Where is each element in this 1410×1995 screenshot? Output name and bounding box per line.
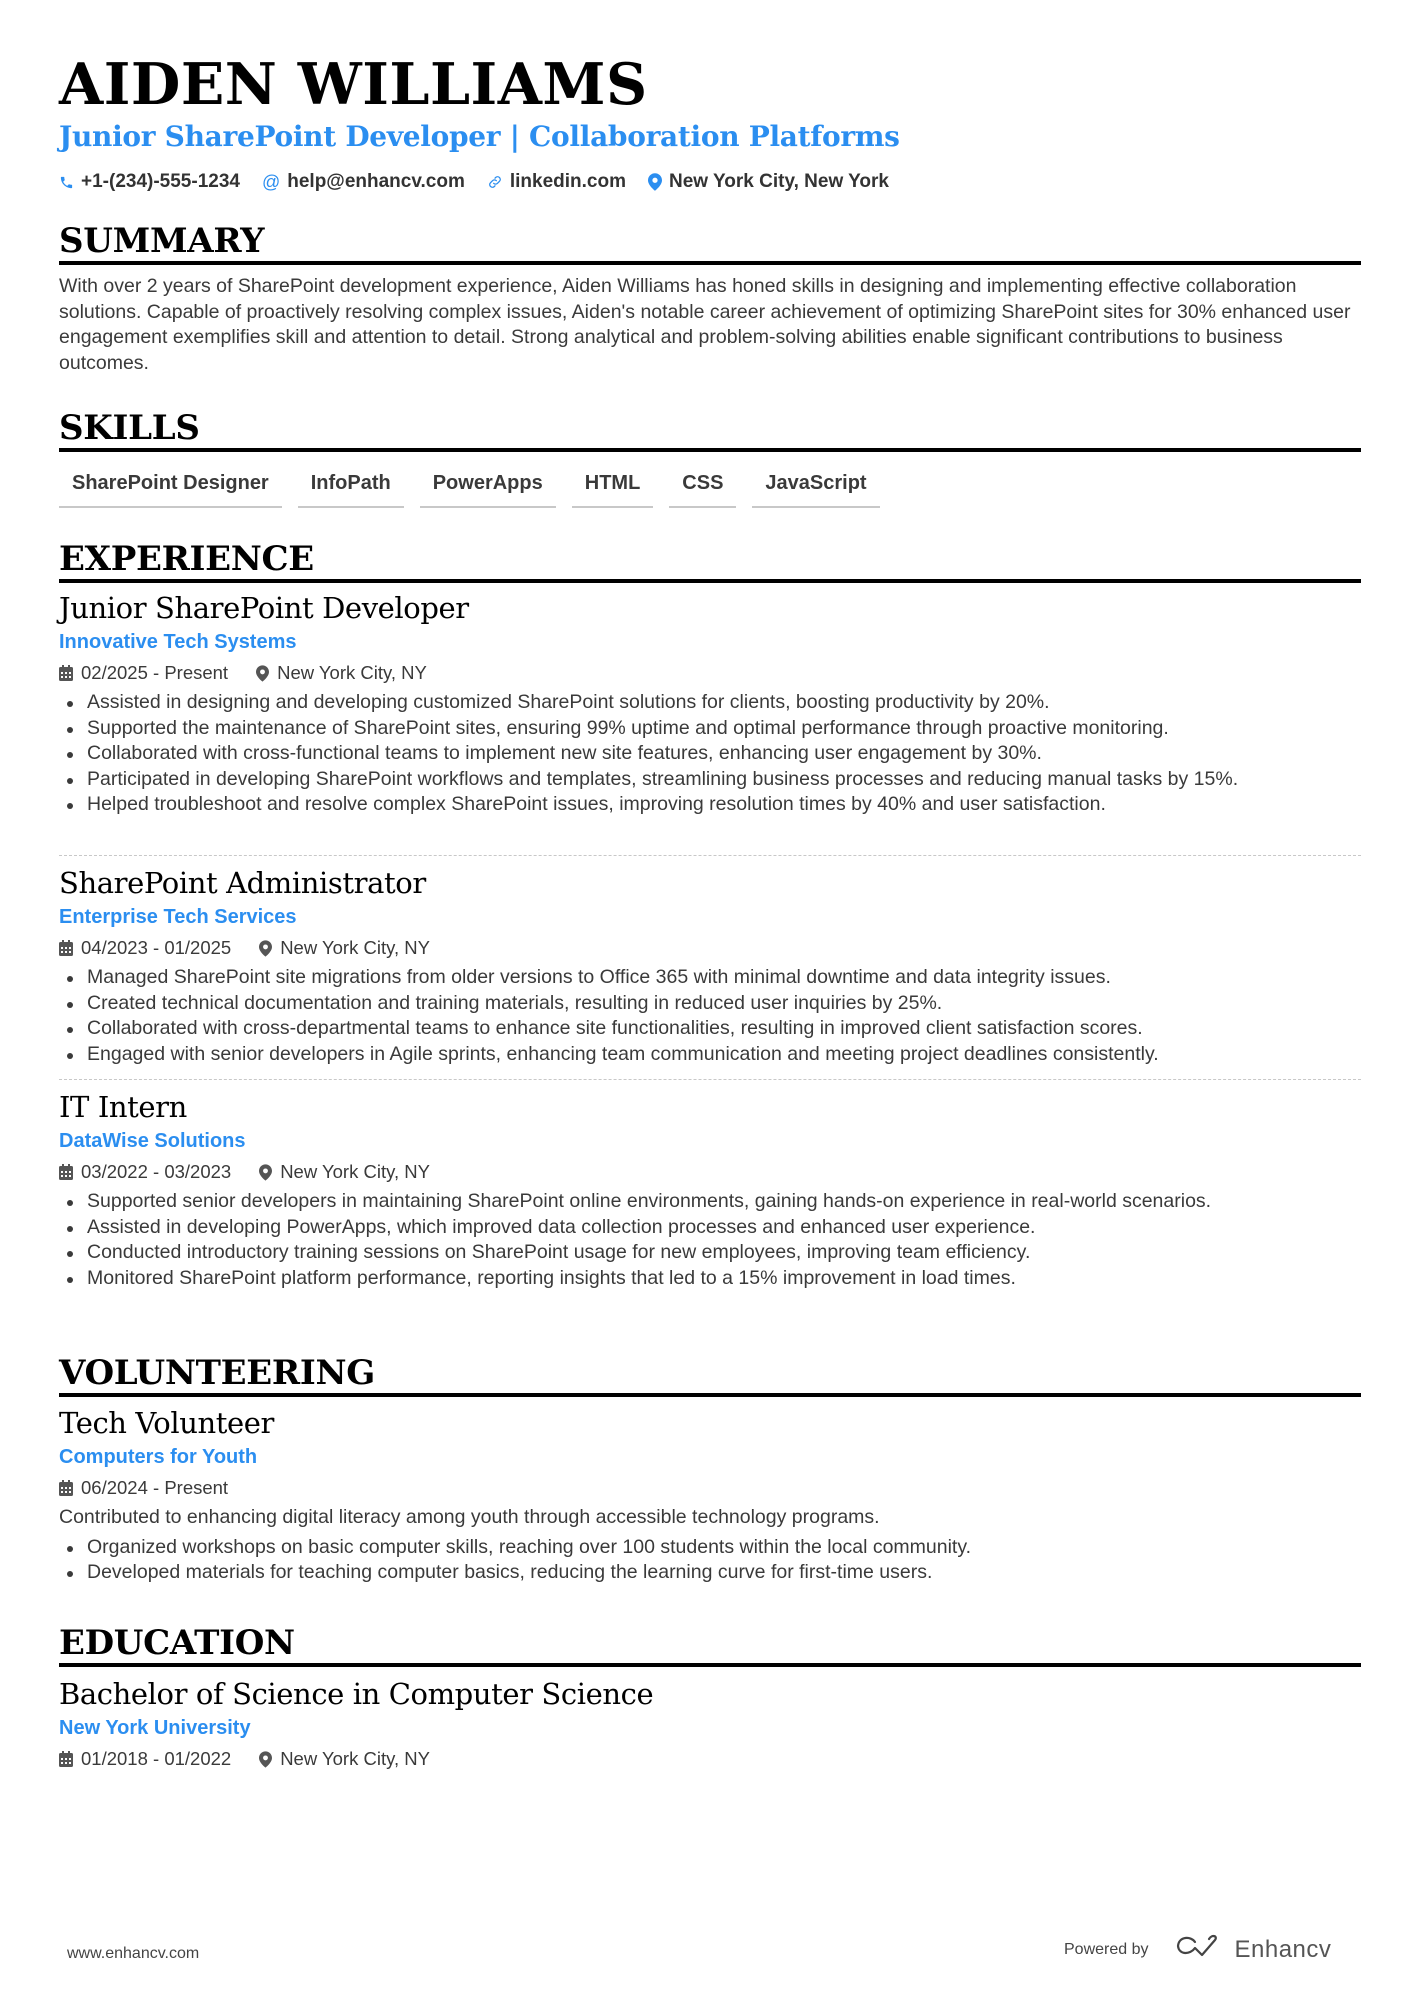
skill-tag: HTML — [572, 470, 654, 508]
bullet-item: Helped troubleshoot and resolve complex SharePoint issues, improving resolution times by 40% and user satisfaction. — [59, 792, 1361, 818]
experience-entry — [59, 1089, 1361, 1291]
section-title-skills: SKILLS — [59, 408, 200, 448]
volunteering-entry — [59, 1405, 1361, 1586]
bullet-list — [59, 1189, 1361, 1291]
contact-phone[interactable] — [59, 169, 240, 195]
section-divider — [59, 261, 1361, 265]
organization-name: Computers for Youth — [59, 1446, 258, 1468]
contact-location-text: New York City, New York — [669, 171, 889, 192]
bullet-item: Created technical documentation and training materials, resulting in reduced user inquiries by 25%. — [59, 991, 1361, 1017]
bullet-item: Engaged with senior developers in Agile sprints, enhancing team communication and meeting project deadlines consistently. — [59, 1042, 1361, 1068]
entry-meta — [59, 1746, 1361, 1772]
entry-meta — [59, 935, 1361, 961]
at-icon: @ — [261, 172, 281, 192]
contact-row — [59, 169, 889, 195]
section-divider — [59, 1393, 1361, 1397]
skill-tag: CSS — [669, 470, 736, 508]
location-pin-icon — [259, 1751, 272, 1768]
contact-linkedin-text: linkedin.com — [509, 171, 626, 192]
location-pin-icon — [648, 173, 662, 191]
entry-dates: 03/2022 - 03/2023 — [81, 1161, 232, 1182]
degree: Bachelor of Science in Computer Science — [59, 1677, 654, 1711]
entry-location: New York City, NY — [280, 1161, 430, 1182]
bullet-item: Managed SharePoint site migrations from older versions to Office 365 with minimal downtime and data integrity issues. — [59, 965, 1361, 991]
section-title-summary: SUMMARY — [59, 221, 265, 261]
entry-dates: 02/2025 - Present — [81, 662, 229, 683]
link-icon — [487, 174, 503, 190]
entry-meta — [59, 1475, 1361, 1501]
job-title: IT Intern — [59, 1090, 187, 1124]
entry-location: New York City, NY — [277, 662, 427, 683]
section-divider — [59, 448, 1361, 452]
entry-location: New York City, NY — [280, 1748, 430, 1769]
job-title: SharePoint Administrator — [59, 866, 426, 900]
bullet-item: Monitored SharePoint platform performance, reporting insights that led to a 15% improvement in load times. — [59, 1266, 1361, 1292]
bullet-list — [59, 1535, 1361, 1586]
footer-branding — [1064, 1934, 1331, 1965]
section-title-education: EDUCATION — [59, 1623, 295, 1663]
bullet-item: Developed materials for teaching computer basics, reducing the learning curve for first-time users. — [59, 1560, 1361, 1586]
section-title-volunteering: VOLUNTEERING — [59, 1353, 375, 1393]
candidate-name: AIDEN WILLIAMS — [59, 51, 648, 118]
contact-linkedin[interactable] — [487, 169, 626, 195]
bullet-item: Assisted in developing PowerApps, which improved data collection processes and enhanced user experience. — [59, 1215, 1361, 1241]
volunteer-role: Tech Volunteer — [59, 1406, 275, 1440]
entry-meta — [59, 660, 1361, 686]
contact-phone-text: +1-(234)-555-1234 — [81, 171, 240, 192]
contact-email[interactable] — [262, 169, 465, 195]
bullet-item: Collaborated with cross-departmental teams to enhance site functionalities, resulting in improved client satisfaction scores. — [59, 1016, 1361, 1042]
enhancv-logo[interactable] — [1175, 1934, 1332, 1965]
entry-dates: 01/2018 - 01/2022 — [81, 1748, 232, 1769]
skill-tag: SharePoint Designer — [59, 470, 282, 508]
bullet-item: Supported the maintenance of SharePoint sites, ensuring 99% uptime and optimal performance through proactive monitoring. — [59, 716, 1361, 742]
skill-tag: JavaScript — [752, 470, 879, 508]
summary-text: With over 2 years of SharePoint development experience, Aiden Williams has honed skills in designing and implementing effective collaboration solutions. Capable of proactively resolving complex issues, Aiden's notable career achievement of optimizing SharePoint sites for 30% enhanced user engagement exemplifies skill and attention to detail. Strong analytical and problem-solving abilities enable significant contributions to business outcomes. — [59, 275, 1351, 374]
entry-separator — [59, 855, 1361, 856]
experience-entry — [59, 865, 1361, 1067]
calendar-icon — [59, 940, 73, 956]
calendar-icon — [59, 1480, 73, 1496]
location-pin-icon — [259, 1164, 272, 1181]
entry-location: New York City, NY — [280, 937, 430, 958]
bullet-item: Collaborated with cross-functional teams to implement new site features, enhancing user engagement by 30%. — [59, 741, 1361, 767]
entry-meta — [59, 1159, 1361, 1185]
bullet-item: Assisted in designing and developing customized SharePoint solutions for clients, boosting productivity by 20%. — [59, 690, 1361, 716]
contact-email-text: help@enhancv.com — [287, 171, 465, 192]
volunteer-description: Contributed to enhancing digital literacy among youth through accessible technology programs. — [59, 1506, 880, 1528]
entry-dates: 04/2023 - 01/2025 — [81, 937, 232, 958]
location-pin-icon — [256, 665, 269, 682]
calendar-icon — [59, 1751, 73, 1767]
enhancv-logo-icon — [1175, 1934, 1223, 1965]
company-name: DataWise Solutions — [59, 1130, 246, 1152]
bullet-item: Organized workshops on basic computer skills, reaching over 100 students within the local community. — [59, 1535, 1361, 1561]
section-title-experience: EXPERIENCE — [59, 539, 314, 579]
calendar-icon — [59, 665, 73, 681]
section-divider — [59, 1663, 1361, 1667]
phone-icon — [59, 175, 74, 190]
skills-list — [59, 470, 880, 508]
footer-website-link[interactable]: www.enhancv.com — [67, 1945, 200, 1962]
candidate-headline: Junior SharePoint Developer | Collaboration Platforms — [59, 120, 900, 153]
powered-by-label: Powered by — [1064, 1940, 1149, 1958]
calendar-icon — [59, 1164, 73, 1180]
school-name: New York University — [59, 1717, 251, 1739]
skill-tag: PowerApps — [420, 470, 556, 508]
bullet-list — [59, 690, 1361, 818]
education-entry — [59, 1676, 1361, 1772]
entry-dates: 06/2024 - Present — [81, 1477, 229, 1498]
experience-entry — [59, 590, 1361, 818]
contact-location — [648, 169, 889, 195]
entry-separator — [59, 1079, 1361, 1080]
skill-tag: InfoPath — [298, 470, 404, 508]
enhancv-brand-text: Enhancv — [1234, 1935, 1332, 1963]
bullet-item: Participated in developing SharePoint workflows and templates, streamlining business processes and reducing manual tasks by 15%. — [59, 767, 1361, 793]
company-name: Innovative Tech Systems — [59, 631, 297, 653]
bullet-list — [59, 965, 1361, 1067]
company-name: Enterprise Tech Services — [59, 906, 297, 928]
bullet-item: Conducted introductory training sessions on SharePoint usage for new employees, improving team efficiency. — [59, 1240, 1361, 1266]
section-divider — [59, 579, 1361, 583]
location-pin-icon — [259, 940, 272, 957]
bullet-item: Supported senior developers in maintaining SharePoint online environments, gaining hands-on experience in real-world scenarios. — [59, 1189, 1361, 1215]
job-title: Junior SharePoint Developer — [59, 591, 469, 625]
